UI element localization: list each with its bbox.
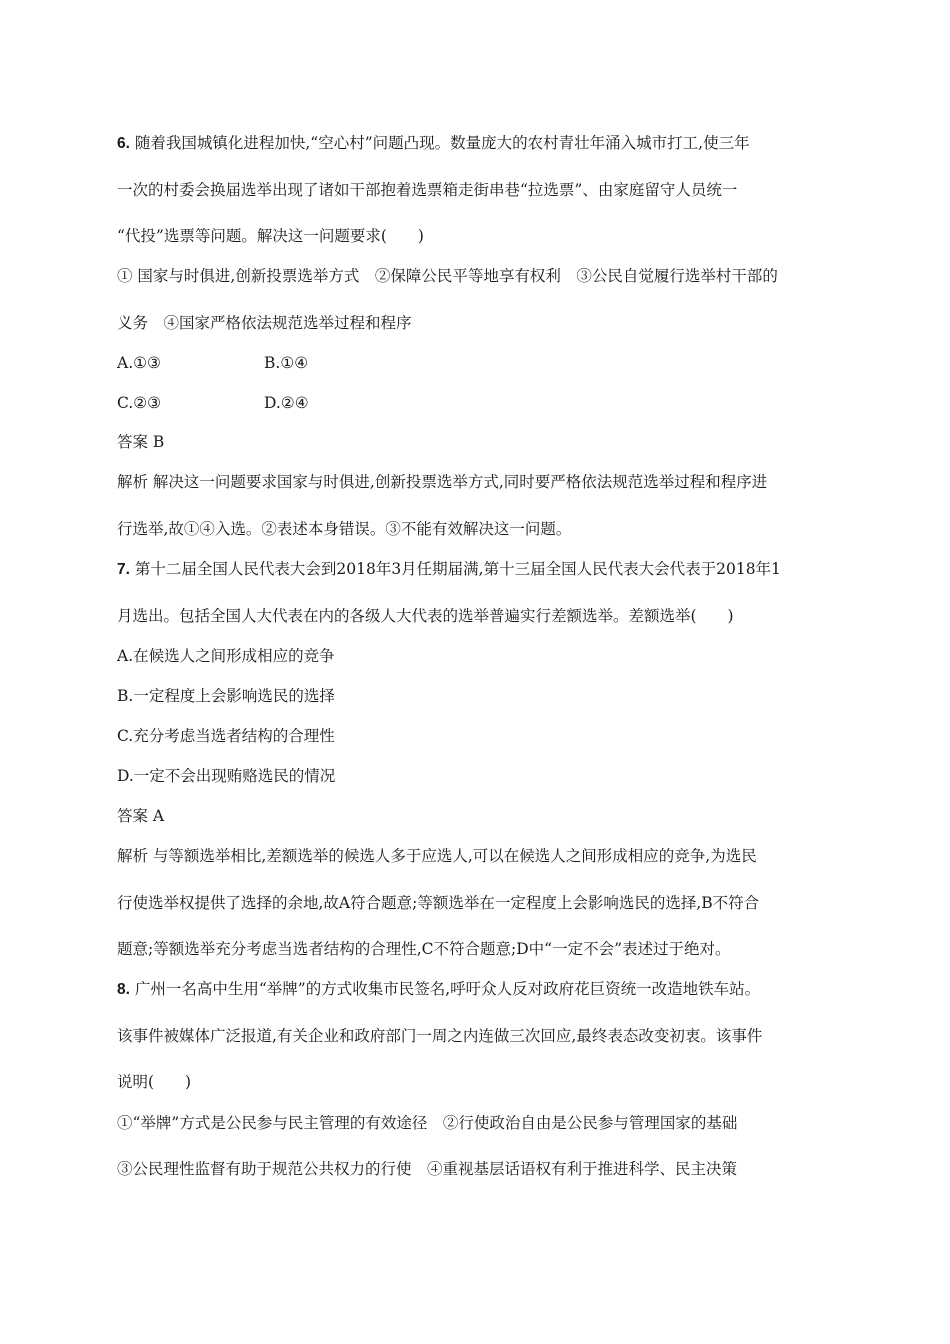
q7-option-d: D.一定不会出现贿赂选民的情况: [117, 767, 336, 785]
q7-stem-line-1: [117, 559, 781, 580]
q6-option-b: B.①④: [264, 354, 309, 372]
q7-option-a: A.在候选人之间形成相应的竞争: [117, 647, 335, 665]
q6-stem-line-3: “代投”选票等问题。解决这一问题要求( ): [117, 227, 424, 245]
q6-statements-line-1: ① 国家与时俱进,创新投票选举方式 ②保障公民平等地享有权利 ③公民自觉履行选举村干部的: [117, 267, 778, 285]
q6-analysis-line-2: 行选举,故①④入选。②表述本身错误。③不能有效解决这一问题。: [117, 520, 572, 538]
q6-number: 6.: [117, 135, 130, 152]
q6-analysis-line-1: 解析 解决这一问题要求国家与时俱进,创新投票选举方式,同时要严格依法规范选举过程和程序进: [117, 473, 768, 491]
q8-stem-line-2: 该事件被媒体广泛报道,有关企业和政府部门一周之内连做三次回应,最终表态改变初衷。该事件: [117, 1027, 763, 1045]
q6-answer: 答案 B: [117, 433, 165, 451]
q6-statements-line-2: 义务 ④国家严格依法规范选举过程和程序: [117, 314, 412, 332]
q7-number: 7.: [117, 561, 130, 578]
q6-stem-text-1: 随着我国城镇化进程加快,“空心村”问题凸现。数量庞大的农村青壮年涌入城市打工,使三年: [134, 134, 750, 152]
q6-stem-line-2: 一次的村委会换届选举出现了诸如干部抱着选票箱走街串巷“拉选票”、由家庭留守人员统一: [117, 181, 738, 199]
q6-option-a: A.①③: [117, 354, 161, 372]
q7-option-c: C.充分考虑当选者结构的合理性: [117, 727, 335, 745]
q7-stem-text-1: 第十二届全国人民代表大会到2018年3月任期届满,第十三届全国人民代表大会代表于2018年1: [134, 560, 781, 578]
q8-stem-text-1: 广州一名高中生用“举牌”的方式收集市民签名,呼吁众人反对政府花巨资统一改造地铁车站。: [134, 980, 761, 998]
q8-statements-line-2: ③公民理性监督有助于规范公共权力的行使 ④重视基层话语权有利于推进科学、民主决策: [117, 1160, 738, 1178]
q7-answer: 答案 A: [117, 807, 165, 825]
q8-stem-line-3: 说明( ): [117, 1073, 192, 1091]
q7-analysis-line-1: 解析 与等额选举相比,差额选举的候选人多于应选人,可以在候选人之间形成相应的竞争,为选民: [117, 847, 757, 865]
q8-statements-line-1: ①“举牌”方式是公民参与民主管理的有效途径 ②行使政治自由是公民参与管理国家的基础: [117, 1114, 738, 1132]
q7-stem-line-2: 月选出。包括全国人大代表在内的各级人大代表的选举普遍实行差额选举。差额选举( ): [117, 607, 734, 625]
q7-analysis-line-3: 题意;等额选举充分考虑当选者结构的合理性,C不符合题意;D中“一定不会”表述过于绝对。: [117, 940, 731, 958]
q6-option-d: D.②④: [264, 394, 309, 412]
q6-option-c: C.②③: [117, 394, 162, 412]
q8-stem-line-1: [117, 979, 760, 1000]
q7-analysis-line-2: 行使选举权提供了选择的余地,故A符合题意;等额选举在一定程度上会影响选民的选择,B不符合: [117, 894, 760, 912]
q7-option-b: B.一定程度上会影响选民的选择: [117, 687, 335, 705]
q6-stem-line-1: [117, 133, 750, 154]
q8-number: 8.: [117, 981, 130, 998]
